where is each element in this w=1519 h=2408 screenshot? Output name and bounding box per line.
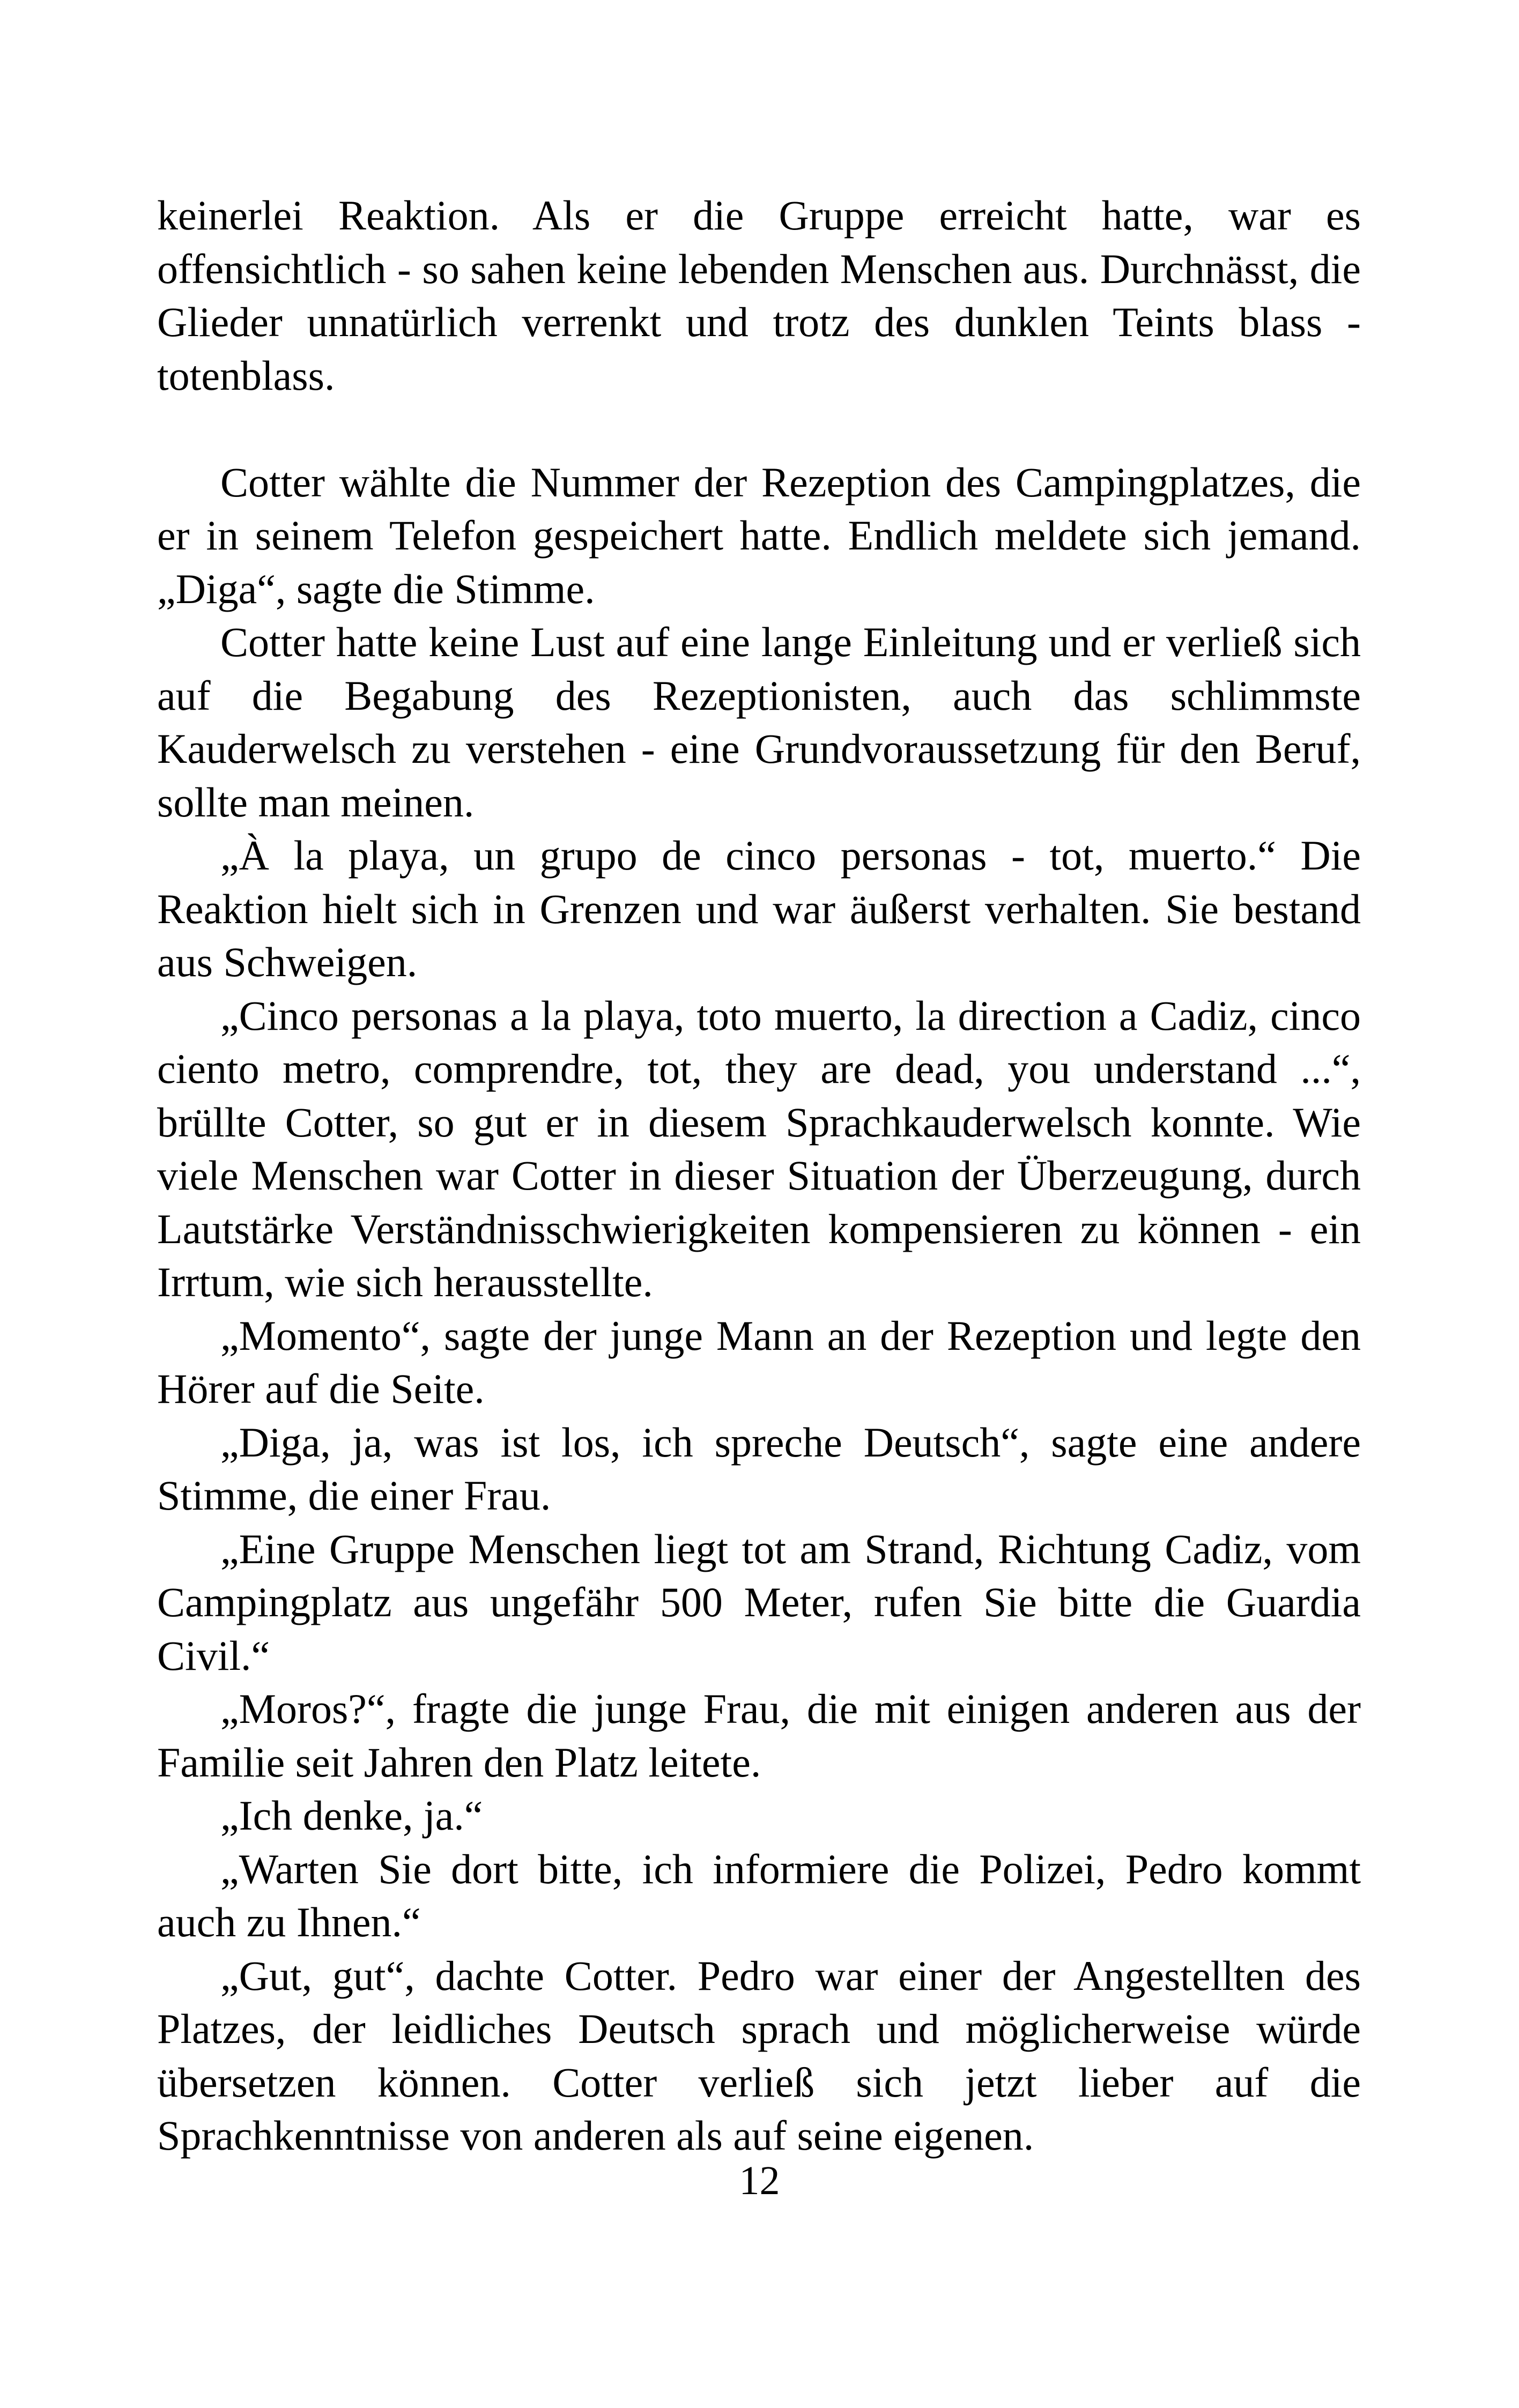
paragraph: „Gut, gut“, dachte Cotter. Pedro war einer der Angestellten des Platzes, der leidliches Deutsch sprach und möglicherweise würde übersetzen können. Cotter verließ sich jetzt lieber auf die Sprachkenntnisse von anderen als auf seine eigenen. [157, 1952, 1361, 2159]
page-number: 12 [739, 2158, 780, 2203]
paragraph: „Diga, ja, was ist los, ich spreche Deutsch“, sagte eine andere Stimme, die einer Frau. [157, 1418, 1361, 1519]
paragraph: „Cinco personas a la playa, toto muerto, la direction a Cadiz, cinco ciento metro, comprendre, tot, they are dead, you understand ...“, brüllte Cotter, so gut er in diesem Sprachkauderwelsch konnte. Wie viele Menschen war Cotter in dieser Situation der Überzeugung, durch Lautstärke Verständnisschwierigkeiten kompensieren zu können - ein Irrtum, wie sich herausstellte. [157, 992, 1361, 1305]
paragraph-continued: keinerlei Reaktion. Als er die Gruppe erreicht hatte, war es offensichtlich - so sahen keine lebenden Menschen aus. Durchnässt, die Glieder unnatürlich verrenkt und trotz des dunklen Teints blass - totenblass. [157, 192, 1361, 399]
body-text [157, 189, 1361, 2162]
paragraph: Cotter hatte keine Lust auf eine lange Einleitung und er verließ sich auf die Begabung des Rezeptionisten, auch das schlimmste Kauderwelsch zu verstehen - eine Grundvoraussetzung für den Beruf, sollte man meinen. [157, 619, 1361, 826]
paragraph: „Momento“, sagte der junge Mann an der Rezeption und legte den Hörer auf die Seite. [157, 1312, 1361, 1412]
section-break [157, 402, 1361, 456]
paragraph: „Moros?“, fragte die junge Frau, die mit einigen anderen aus der Familie seit Jahren den Platz leitete. [157, 1685, 1361, 1786]
paragraph: „À la playa, un grupo de cinco personas - tot, muerto.“ Die Reaktion hielt sich in Grenzen und war äußerst verhalten. Sie bestand aus Schweigen. [157, 832, 1361, 985]
paragraph: „Ich denke, ja.“ [220, 1792, 483, 1839]
paragraph: Cotter wählte die Nummer der Rezeption des Campingplatzes, die er in seinem Telefon gespeichert hatte. Endlich meldete sich jemand. „Diga“, sagte die Stimme. [157, 458, 1361, 612]
paragraph: „Eine Gruppe Menschen liegt tot am Strand, Richtung Cadiz, vom Campingplatz aus ungefähr 500 Meter, rufen Sie bitte die Guardia Civil.“ [157, 1525, 1361, 1679]
paragraph: „Warten Sie dort bitte, ich informiere die Polizei, Pedro kommt auch zu Ihnen.“ [157, 1845, 1361, 1945]
